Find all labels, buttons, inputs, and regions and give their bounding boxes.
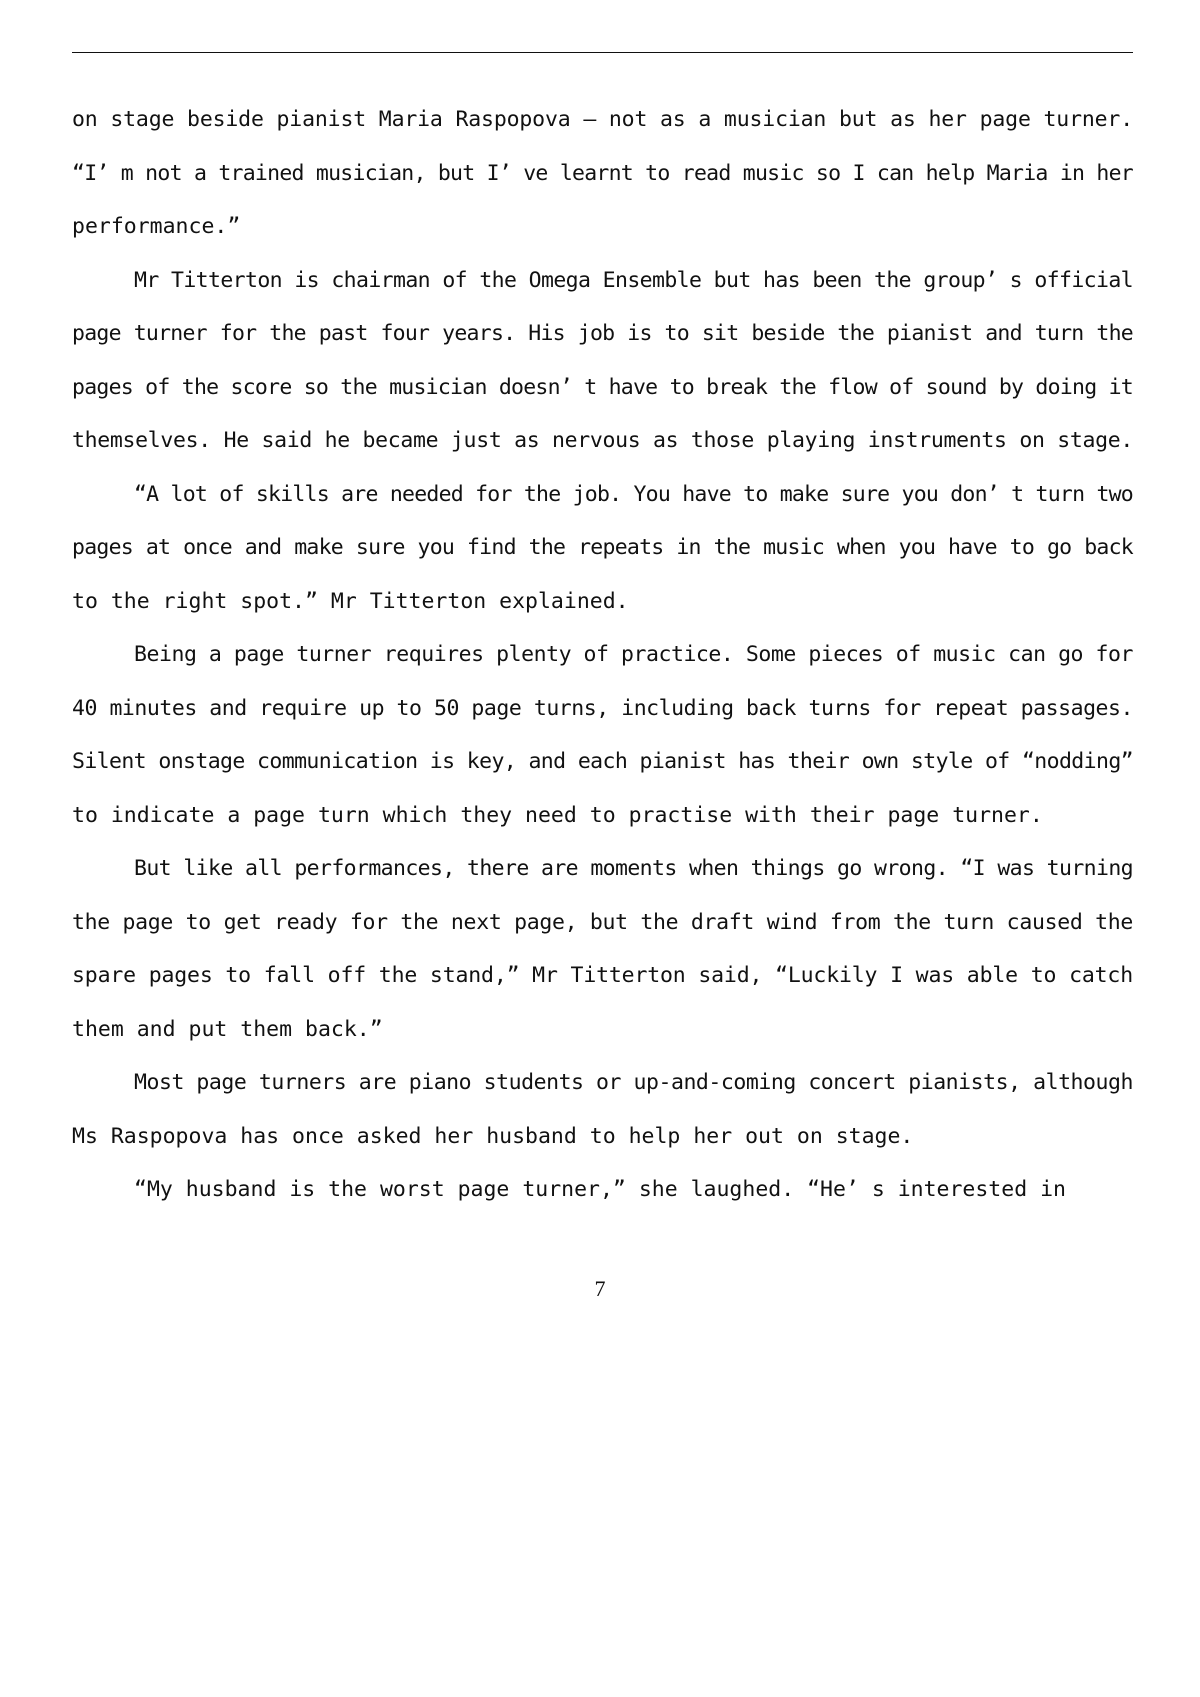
text-line: page turner for the past four years. His job is to sit beside the pianist and turn the (72, 321, 1133, 346)
text-line: on stage beside pianist Maria Raspopova — not as a musician but as her page turner. (72, 107, 1133, 132)
text-line: “I’ m not a trained musician, but I’ ve learnt to read music so I can help Maria in her (72, 160, 1133, 186)
article-body (72, 102, 1133, 1226)
text-line: pages of the score so the musician doesn’ t have to break the flow of sound by doing it (72, 374, 1133, 400)
text-line: Being a page turner requires plenty of practice. Some pieces of music can go for (134, 642, 1133, 667)
text-line: performance.” (72, 214, 241, 239)
text-line: “A lot of skills are needed for the job. You have to make sure you don’ t turn two (134, 481, 1133, 507)
text-line: 40 minutes and require up to 50 page turns, including back turns for repeat passages. (72, 695, 1133, 721)
header-rule (72, 52, 1133, 53)
text-line: But like all performances, there are moments when things go wrong. “I was turning (134, 856, 1133, 881)
text-line: themselves. He said he became just as nervous as those playing instruments on stage. (72, 428, 1133, 453)
text-line: to the right spot.” Mr Titterton explained. (72, 588, 629, 614)
text-line: them and put them back.” (72, 1016, 383, 1042)
text-line: to indicate a page turn which they need to practise with their page turner. (72, 802, 1043, 828)
text-line: Ms Raspopova has once asked her husband to help her out on stage. (72, 1123, 914, 1149)
text-line: Mr Titterton is chairman of the Omega Ensemble but has been the group’ s official (134, 267, 1133, 293)
text-line: Silent onstage communication is key, and each pianist has their own style of “nodding” (72, 749, 1133, 774)
text-line: “My husband is the worst page turner,” she laughed. “He’ s interested in (134, 1177, 1066, 1202)
page-number: 7 (594, 1276, 606, 1301)
text-line: the page to get ready for the next page, but the draft wind from the turn caused the (72, 909, 1133, 935)
text-line: pages at once and make sure you find the repeats in the music when you have to go back (72, 535, 1133, 560)
text-line: spare pages to fall off the stand,” Mr Titterton said, “Luckily I was able to catch (72, 963, 1133, 988)
text-line: Most page turners are piano students or up-and-coming concert pianists, although (134, 1070, 1133, 1095)
